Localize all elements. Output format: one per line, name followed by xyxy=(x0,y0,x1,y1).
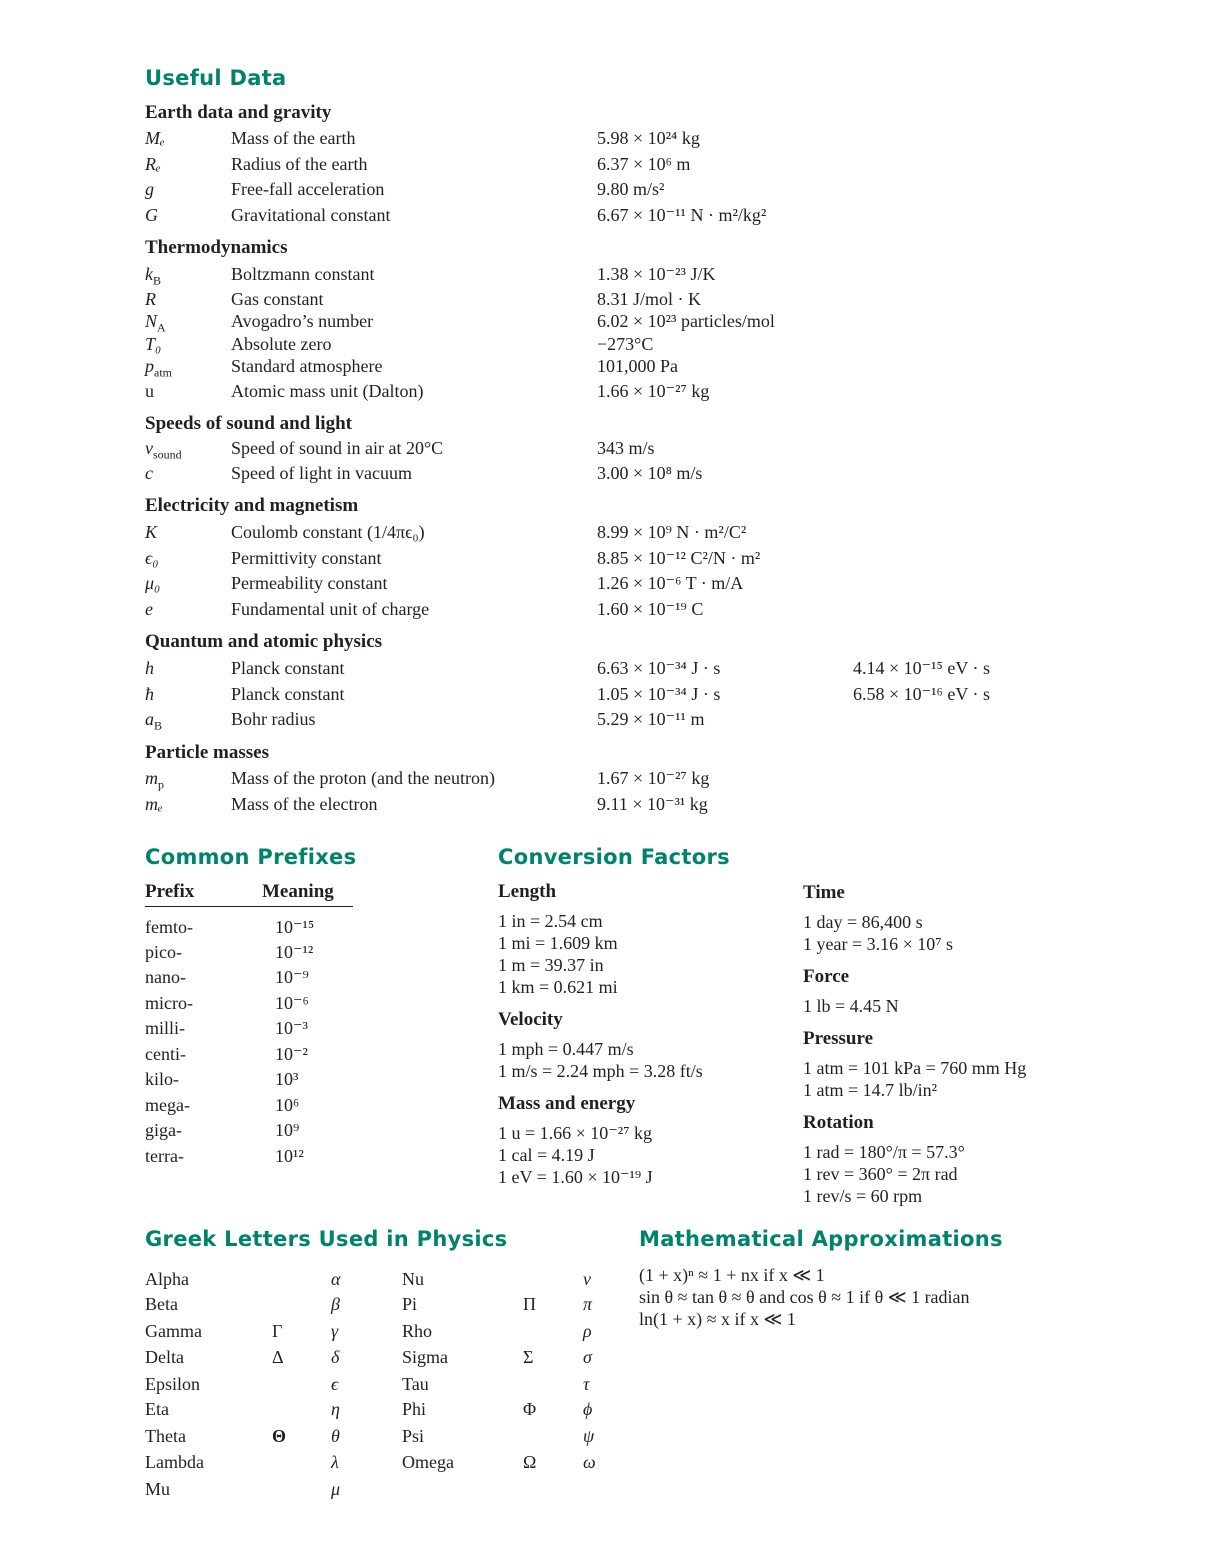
greek-letter-name: Omega xyxy=(402,1452,454,1472)
conversion-line: 1 day = 86,400 s xyxy=(803,912,923,932)
conversion-line: 1 lb = 4.45 N xyxy=(803,996,899,1016)
greek-letter-name: Alpha xyxy=(145,1269,189,1289)
conversion-heading: Rotation xyxy=(803,1112,874,1133)
conversion-line: 1 mi = 1.609 km xyxy=(498,933,618,953)
greek-letter-name: Mu xyxy=(145,1479,171,1499)
constant-row xyxy=(145,793,1145,817)
greek-uppercase: Ω xyxy=(523,1452,537,1472)
constant-row xyxy=(145,380,1145,404)
constant-value: 6.37 × 10⁶ m xyxy=(597,154,691,174)
constant-name: Gravitational constant xyxy=(231,205,391,225)
constant-name: Permittivity constant xyxy=(231,548,382,568)
greek-lowercase: π xyxy=(583,1294,593,1314)
conversion-line: 1 year = 3.16 × 10⁷ s xyxy=(803,934,954,954)
constant-name: Avogadro’s number xyxy=(231,311,374,331)
constant-name: Boltzmann constant xyxy=(231,264,375,284)
conversion-line: 1 u = 1.66 × 10⁻²⁷ kg xyxy=(498,1123,652,1143)
constant-name: Fundamental unit of charge xyxy=(231,599,430,619)
constant-symbol: g xyxy=(145,179,154,199)
greek-lowercase: σ xyxy=(583,1347,592,1367)
constant-row xyxy=(145,462,1145,486)
constant-value-ev: 4.14 × 10⁻¹⁵ eV · s xyxy=(853,658,990,678)
prefix-name: terra- xyxy=(145,1146,184,1166)
constant-value-ev: 6.58 × 10⁻¹⁶ eV · s xyxy=(853,684,990,704)
greek-letter-name: Tau xyxy=(402,1374,429,1394)
prefix-name: milli- xyxy=(145,1018,185,1038)
prefix-meaning: 10⁻³ xyxy=(275,1018,308,1038)
section-heading: Electricity and magnetism xyxy=(145,495,359,516)
constant-row xyxy=(145,310,1145,334)
conversion-heading: Time xyxy=(803,882,845,903)
prefix-meaning: 10⁻⁶ xyxy=(275,993,309,1013)
constant-value: 8.85 × 10⁻¹² C²/N · m² xyxy=(597,548,761,568)
constant-value: 9.80 m/s² xyxy=(597,179,665,199)
constant-row xyxy=(145,572,1145,596)
greek-letter-name: Beta xyxy=(145,1294,178,1314)
section-heading: Speeds of sound and light xyxy=(145,413,352,434)
constant-row xyxy=(145,683,1145,707)
useful-data-table xyxy=(145,0,1145,830)
constant-value: 1.26 × 10⁻⁶ T · m/A xyxy=(597,573,744,593)
greek-lowercase: τ xyxy=(583,1374,590,1394)
constant-row xyxy=(145,263,1145,287)
greek-uppercase: Θ xyxy=(272,1426,287,1446)
useful-data-title: Useful Data xyxy=(145,66,287,90)
prefix-column-header: Prefix xyxy=(145,881,195,902)
constant-value: −273°C xyxy=(597,334,654,354)
prefix-name: micro- xyxy=(145,993,193,1013)
constant-name: Mass of the earth xyxy=(231,128,356,148)
constant-name: Free-fall acceleration xyxy=(231,179,385,199)
conversion-line: 1 m = 39.37 in xyxy=(498,955,604,975)
constant-row xyxy=(145,127,1145,151)
greek-lowercase: ϕ xyxy=(583,1399,593,1419)
constant-symbol: $p_{atm}$ xyxy=(145,356,172,380)
prefix-meaning: 10¹² xyxy=(275,1146,304,1166)
greek-lowercase: η xyxy=(331,1399,340,1419)
constant-value: 343 m/s xyxy=(597,438,655,458)
constant-row xyxy=(145,333,1145,357)
constant-row xyxy=(145,178,1145,202)
constant-name: Radius of the earth xyxy=(231,154,368,174)
constant-name: Mass of the electron xyxy=(231,794,378,814)
approximation-line: sin θ ≈ tan θ ≈ θ and cos θ ≈ 1 if θ ≪ 1 radian xyxy=(639,1287,970,1307)
greek-lowercase: λ xyxy=(331,1452,339,1472)
constant-row xyxy=(145,708,1145,732)
greek-lowercase: ρ xyxy=(583,1321,592,1341)
constant-value: 5.29 × 10⁻¹¹ m xyxy=(597,709,705,729)
prefix-meaning: 10⁻¹⁵ xyxy=(275,917,315,937)
prefix-meaning: 10⁶ xyxy=(275,1095,300,1115)
constant-row xyxy=(145,767,1145,791)
constant-row xyxy=(145,204,1145,228)
prefix-meaning: 10⁻¹² xyxy=(275,942,314,962)
conversion-line: 1 atm = 101 kPa = 760 mm Hg xyxy=(803,1058,1027,1078)
prefix-name: femto- xyxy=(145,917,193,937)
constant-symbol: c xyxy=(145,463,153,483)
constant-name: Planck constant xyxy=(231,684,345,704)
greek-lowercase: β xyxy=(331,1294,340,1314)
constant-symbol: e xyxy=(145,599,153,619)
prefix-name: kilo- xyxy=(145,1069,179,1089)
conversion-line: 1 eV = 1.60 × 10⁻¹⁹ J xyxy=(498,1167,653,1187)
conversion-line: 1 in = 2.54 cm xyxy=(498,911,603,931)
greek-title: Greek Letters Used in Physics xyxy=(145,1227,508,1251)
conversion-line: 1 rad = 180°/π = 57.3° xyxy=(803,1142,965,1162)
constant-symbol: $k_B$ xyxy=(145,264,162,288)
greek-uppercase: Φ xyxy=(523,1399,537,1419)
constant-value: 8.31 J/mol · K xyxy=(597,289,702,309)
constant-name: Absolute zero xyxy=(231,334,332,354)
constant-value: 6.67 × 10⁻¹¹ N · m²/kg² xyxy=(597,205,767,225)
constant-value: 1.38 × 10⁻²³ J/K xyxy=(597,264,716,284)
constant-symbol: ϵ₀ xyxy=(145,548,159,568)
greek-letter-name: Pi xyxy=(402,1294,418,1314)
constant-value: 3.00 × 10⁸ m/s xyxy=(597,463,703,483)
constant-row xyxy=(145,153,1145,177)
constant-value: 5.98 × 10²⁴ kg xyxy=(597,128,700,148)
constant-value: 6.63 × 10⁻³⁴ J · s xyxy=(597,658,721,678)
constant-symbol: $v_{sound}$ xyxy=(145,438,182,462)
conversion-line: 1 km = 0.621 mi xyxy=(498,977,618,997)
conversions-title: Conversion Factors xyxy=(498,845,730,869)
constant-name: Speed of sound in air at 20°C xyxy=(231,438,444,458)
approximation-line: (1 + x)ⁿ ≈ 1 + nx if x ≪ 1 xyxy=(639,1265,825,1285)
constant-row xyxy=(145,288,1145,312)
prefix-meaning: 10⁻⁹ xyxy=(275,967,309,987)
constant-symbol: h xyxy=(145,658,154,678)
constant-symbol: G xyxy=(145,205,158,225)
prefix-name: centi- xyxy=(145,1044,186,1064)
constant-value: 1.60 × 10⁻¹⁹ C xyxy=(597,599,704,619)
constant-value: 6.02 × 10²³ particles/mol xyxy=(597,311,775,331)
greek-uppercase: Π xyxy=(523,1294,536,1314)
conversion-line: 1 rev/s = 60 rpm xyxy=(803,1186,923,1206)
constant-name: Speed of light in vacuum xyxy=(231,463,412,483)
constant-name: Bohr radius xyxy=(231,709,316,729)
prefixes-title: Common Prefixes xyxy=(145,845,357,869)
conversion-line: 1 cal = 4.19 J xyxy=(498,1145,595,1165)
greek-lowercase: ω xyxy=(583,1452,596,1472)
greek-letter-name: Psi xyxy=(402,1426,425,1446)
prefix-meaning: 10⁻² xyxy=(275,1044,308,1064)
greek-letter-name: Eta xyxy=(145,1399,169,1419)
constant-value: 9.11 × 10⁻³¹ kg xyxy=(597,794,708,814)
constant-name: Planck constant xyxy=(231,658,345,678)
conversion-heading: Mass and energy xyxy=(498,1093,636,1114)
constant-symbol: μ₀ xyxy=(145,573,161,593)
constant-symbol: $m_p$ xyxy=(145,768,164,792)
conversion-line: 1 m/s = 2.24 mph = 3.28 ft/s xyxy=(498,1061,703,1081)
greek-letter-name: Epsilon xyxy=(145,1374,201,1394)
greek-uppercase: Σ xyxy=(523,1347,534,1367)
conversion-heading: Length xyxy=(498,881,557,902)
prefix-name: giga- xyxy=(145,1120,182,1140)
constant-name: Standard atmosphere xyxy=(231,356,383,376)
conversion-heading: Pressure xyxy=(803,1028,874,1049)
prefix-name: nano- xyxy=(145,967,186,987)
greek-lowercase: μ xyxy=(331,1479,341,1499)
prefix-name: pico- xyxy=(145,942,182,962)
constant-symbol: Mₑ xyxy=(145,128,165,148)
constant-row xyxy=(145,355,1145,379)
constant-symbol: ħ xyxy=(145,684,154,704)
prefix-table-rule xyxy=(145,906,353,907)
conversion-heading: Force xyxy=(803,966,850,987)
greek-lowercase: θ xyxy=(331,1426,340,1446)
greek-lowercase: ν xyxy=(583,1269,591,1289)
conversion-line: 1 rev = 360° = 2π rad xyxy=(803,1164,958,1184)
constant-name: Gas constant xyxy=(231,289,324,309)
greek-letter-name: Rho xyxy=(402,1321,433,1341)
constant-value: 101,000 Pa xyxy=(597,356,678,376)
greek-lowercase: α xyxy=(331,1269,341,1289)
constant-value: 1.67 × 10⁻²⁷ kg xyxy=(597,768,710,788)
constant-row xyxy=(145,598,1145,622)
constant-value: 8.99 × 10⁹ N · m²/C² xyxy=(597,522,747,542)
section-heading: Thermodynamics xyxy=(145,237,288,258)
meaning-column-header: Meaning xyxy=(262,881,334,902)
greek-letter-name: Lambda xyxy=(145,1452,204,1472)
greek-letter-name: Sigma xyxy=(402,1347,449,1367)
approximations-title: Mathematical Approximations xyxy=(639,1227,1003,1251)
prefix-meaning: 10⁹ xyxy=(275,1120,300,1140)
greek-letter-name: Theta xyxy=(145,1426,186,1446)
constant-symbol: $a_B$ xyxy=(145,709,163,733)
conversion-line: 1 atm = 14.7 lb/in² xyxy=(803,1080,938,1100)
section-heading: Earth data and gravity xyxy=(145,102,332,123)
constant-row xyxy=(145,657,1145,681)
greek-letter-name: Delta xyxy=(145,1347,184,1367)
constant-name: Permeability constant xyxy=(231,573,388,593)
constant-value: 1.66 × 10⁻²⁷ kg xyxy=(597,381,710,401)
constant-symbol: $N_A$ xyxy=(145,311,166,335)
constant-symbol: u xyxy=(145,381,154,401)
constant-value: 1.05 × 10⁻³⁴ J · s xyxy=(597,684,721,704)
constant-symbol: K xyxy=(145,522,158,542)
greek-uppercase: Δ xyxy=(272,1347,284,1367)
greek-letter-name: Nu xyxy=(402,1269,424,1289)
section-heading: Particle masses xyxy=(145,742,269,763)
prefix-meaning: 10³ xyxy=(275,1069,299,1089)
greek-lowercase: ϵ xyxy=(331,1374,339,1394)
constant-symbol: R xyxy=(145,289,156,309)
constant-symbol: mₑ xyxy=(145,794,163,814)
greek-letter-name: Gamma xyxy=(145,1321,202,1341)
constant-symbol: Rₑ xyxy=(145,154,161,174)
prefix-name: mega- xyxy=(145,1095,190,1115)
constant-row xyxy=(145,437,1145,461)
greek-uppercase: Γ xyxy=(272,1321,283,1341)
conversion-line: 1 mph = 0.447 m/s xyxy=(498,1039,634,1059)
conversion-heading: Velocity xyxy=(498,1009,563,1030)
greek-letter-name: Phi xyxy=(402,1399,427,1419)
greek-lowercase: δ xyxy=(331,1347,340,1367)
greek-lowercase: ψ xyxy=(583,1426,595,1446)
constant-row xyxy=(145,547,1145,571)
constant-name: Atomic mass unit (Dalton) xyxy=(231,381,424,401)
constant-name: Coulomb constant (1/4πϵ₀) xyxy=(231,522,425,542)
section-heading: Quantum and atomic physics xyxy=(145,631,383,652)
constant-row xyxy=(145,521,1145,545)
greek-lowercase: γ xyxy=(331,1321,339,1341)
constant-name: Mass of the proton (and the neutron) xyxy=(231,768,495,788)
constant-symbol: T₀ xyxy=(145,334,162,354)
approximation-line: ln(1 + x) ≈ x if x ≪ 1 xyxy=(639,1309,796,1329)
